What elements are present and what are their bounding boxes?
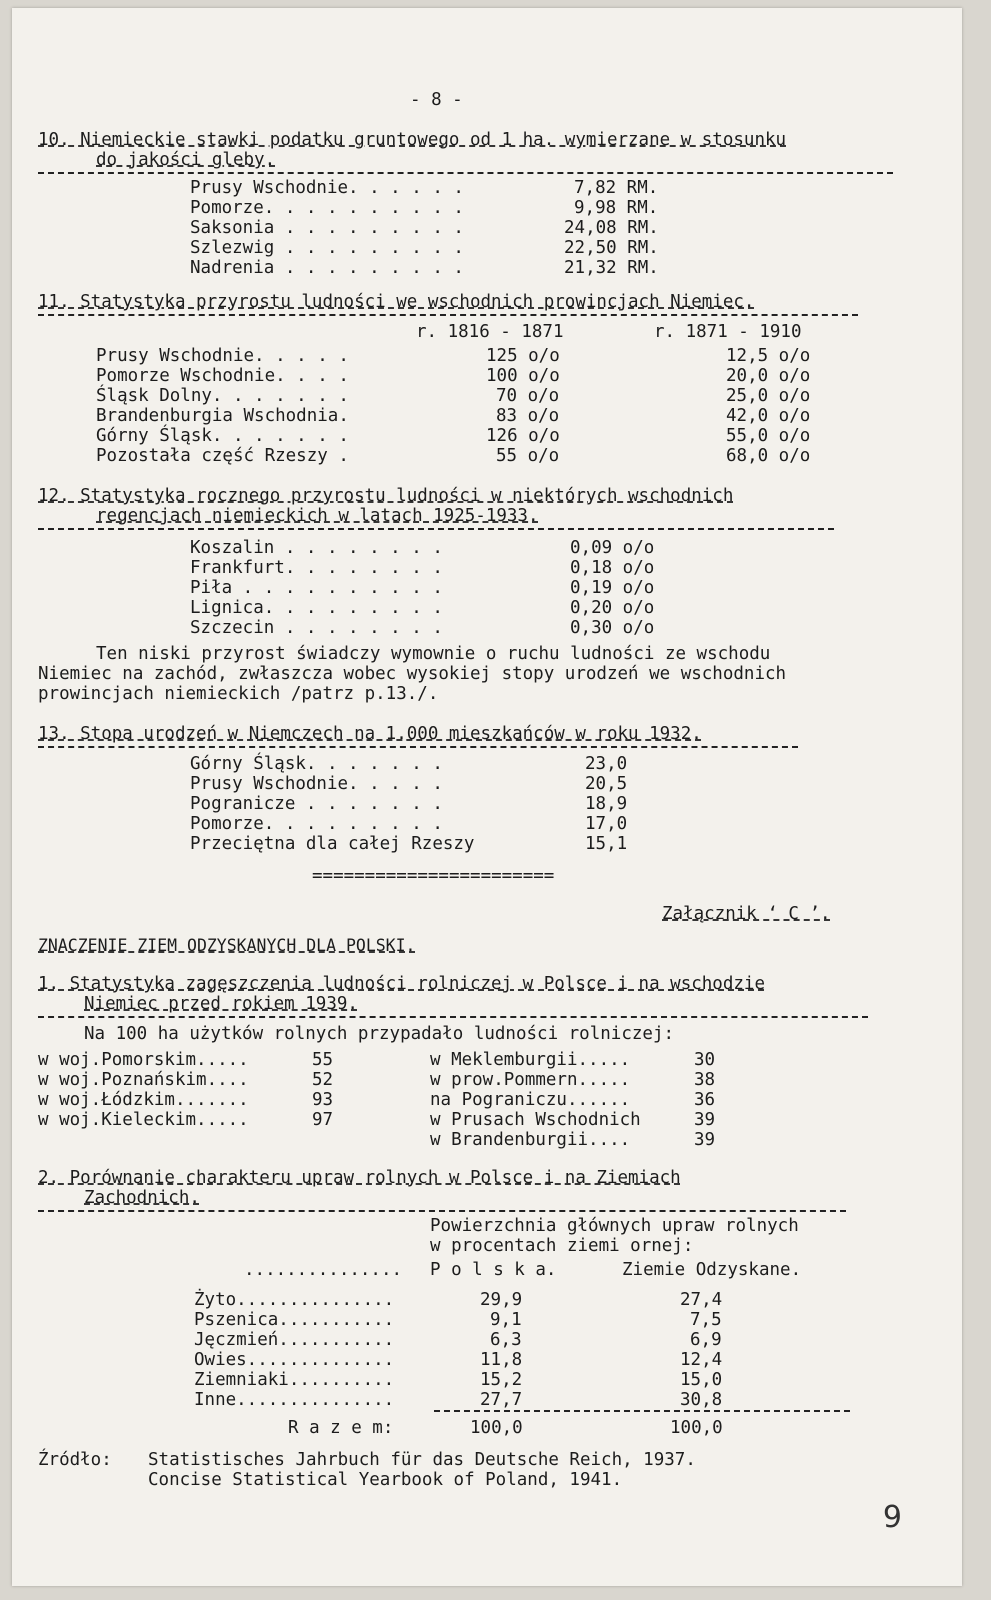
total-label: R a z e m: bbox=[288, 1418, 394, 1438]
row-label: w woj.Poznańskim.... bbox=[38, 1070, 249, 1090]
row-label: w Brandenburgii.... bbox=[430, 1130, 631, 1150]
row-label: Jęczmień........... bbox=[194, 1330, 395, 1350]
row-label: Żyto............... bbox=[194, 1290, 395, 1310]
row-label: Pogranicze . . . . . . . bbox=[190, 794, 443, 814]
section-11-title: 11. Statystyka przyrostu ludności we wschodnich prowincjach Niemiec. bbox=[38, 292, 755, 312]
row-label: Lignica. . . . . . . . . bbox=[190, 598, 443, 618]
row-value: 70 o/o bbox=[496, 386, 560, 406]
row-value: 30,8 bbox=[680, 1390, 723, 1410]
row-label: Saksonia . . . . . . . . . bbox=[190, 218, 464, 238]
row-label: Owies.............. bbox=[194, 1350, 395, 1370]
row-value: 15,0 bbox=[680, 1370, 723, 1390]
row-value: 100 o/o bbox=[486, 366, 560, 386]
table-caption: w procentach ziemi ornej: bbox=[430, 1236, 694, 1256]
note-line: prowincjach niemieckich /patrz p.13./. bbox=[38, 684, 439, 704]
row-value: 24,08 RM. bbox=[564, 218, 659, 238]
row-label: Prusy Wschodnie. . . . . . bbox=[190, 178, 464, 198]
row-label: Pozostała część Rzeszy . bbox=[96, 446, 349, 466]
row-value: 11,8 bbox=[480, 1350, 523, 1370]
row-label: Górny Śląsk. . . . . . . bbox=[96, 426, 349, 446]
row-value: 55 bbox=[312, 1050, 334, 1070]
row-value: 27,4 bbox=[680, 1290, 723, 1310]
row-value: 6,3 bbox=[490, 1330, 522, 1350]
part-2-title-cont: Zachodnich. bbox=[84, 1188, 200, 1208]
row-value: 7,5 bbox=[690, 1310, 722, 1330]
document-page bbox=[12, 8, 962, 1586]
row-label: Górny Śląsk. . . . . . . bbox=[190, 754, 443, 774]
annex-label: Załącznik ‘ C ’. bbox=[662, 904, 831, 924]
row-value: 15,2 bbox=[480, 1370, 523, 1390]
section-rule bbox=[38, 314, 858, 316]
section-12-title-cont: regencjach niemieckich w latach 1925-1933. bbox=[96, 506, 539, 526]
part-heading: ZNACZENIE ZIEM ODZYSKANYCH DLA POLSKI. bbox=[38, 936, 416, 955]
column-header: P o l s k a. bbox=[430, 1260, 557, 1280]
row-value: 126 o/o bbox=[486, 426, 560, 446]
row-label: w woj.Pomorskim..... bbox=[38, 1050, 249, 1070]
part-1-subtitle: Na 100 ha użytków rolnych przypadało ludności rolniczej: bbox=[84, 1024, 675, 1044]
row-value: 39 bbox=[694, 1130, 716, 1150]
leader-dots: ............... bbox=[244, 1260, 403, 1280]
row-value: 22,50 RM. bbox=[564, 238, 659, 258]
row-label: w prow.Pommern..... bbox=[430, 1070, 631, 1090]
row-value: 83 o/o bbox=[496, 406, 560, 426]
row-value: 0,20 o/o bbox=[570, 598, 655, 618]
row-label: Ziemniaki.......... bbox=[194, 1370, 395, 1390]
row-value: 20,5 bbox=[585, 774, 628, 794]
row-value: 97 bbox=[312, 1110, 334, 1130]
row-value: 29,9 bbox=[480, 1290, 523, 1310]
row-value: 0,18 o/o bbox=[570, 558, 655, 578]
table-caption: Powierzchnia głównych upraw rolnych bbox=[430, 1216, 799, 1236]
row-label: w woj.Łódzkim....... bbox=[38, 1090, 249, 1110]
row-value: 55 o/o bbox=[496, 446, 560, 466]
total-rule bbox=[434, 1410, 850, 1412]
section-rule bbox=[38, 1210, 846, 1212]
row-value: 15,1 bbox=[585, 834, 628, 854]
source-line: Concise Statistical Yearbook of Poland, 1941. bbox=[148, 1470, 623, 1490]
row-value: 36 bbox=[694, 1090, 716, 1110]
row-label: w woj.Kieleckim..... bbox=[38, 1110, 249, 1130]
row-label: Pomorze. . . . . . . . . bbox=[190, 814, 443, 834]
row-label: Brandenburgia Wschodnia. bbox=[96, 406, 349, 426]
row-value: 125 o/o bbox=[486, 346, 560, 366]
row-label: Przeciętna dla całej Rzeszy bbox=[190, 834, 475, 854]
source-line: Statistisches Jahrbuch für das Deutsche Reich, 1937. bbox=[148, 1450, 696, 1470]
row-value: 38 bbox=[694, 1070, 716, 1090]
row-value: 93 bbox=[312, 1090, 334, 1110]
column-header: r. 1816 - 1871 bbox=[416, 322, 564, 342]
row-value: 0,09 o/o bbox=[570, 538, 655, 558]
row-label: Nadrenia . . . . . . . . . bbox=[190, 258, 464, 278]
row-value: 7,82 RM. bbox=[574, 178, 659, 198]
row-label: Prusy Wschodnie. . . . . bbox=[190, 774, 443, 794]
row-value: 9,1 bbox=[490, 1310, 522, 1330]
section-rule bbox=[38, 746, 798, 748]
double-rule: ======================= bbox=[312, 866, 555, 886]
row-label: Pomorze. . . . . . . . . . bbox=[190, 198, 464, 218]
note-line: Niemiec na zachód, zwłaszcza wobec wysokiej stopy urodzeń we wschodnich bbox=[38, 664, 787, 684]
source-label: Źródło: bbox=[38, 1450, 112, 1470]
section-rule bbox=[38, 1016, 868, 1018]
row-value: 27,7 bbox=[480, 1390, 523, 1410]
handwritten-page-number: 9 bbox=[882, 1500, 902, 1535]
section-12-title: 12. Statystyka rocznego przyrostu ludności w niektórych wschodnich bbox=[38, 486, 734, 506]
row-value: 12,5 o/o bbox=[726, 346, 811, 366]
row-value: 30 bbox=[694, 1050, 716, 1070]
row-label: Pszenica........... bbox=[194, 1310, 395, 1330]
row-label: Pomorze Wschodnie. . . . bbox=[96, 366, 349, 386]
row-label: Szczecin . . . . . . . . bbox=[190, 618, 443, 638]
section-10-title: 10. Niemieckie stawki podatku gruntowego od 1 ha. wymierzane w stosunku bbox=[38, 130, 787, 150]
row-label: Szlezwig . . . . . . . . . bbox=[190, 238, 464, 258]
row-value: 23,0 bbox=[585, 754, 628, 774]
row-value: 39 bbox=[694, 1110, 716, 1130]
row-value: 25,0 o/o bbox=[726, 386, 811, 406]
row-value: 42,0 o/o bbox=[726, 406, 811, 426]
row-value: 9,98 RM. bbox=[574, 198, 659, 218]
row-value: 0,19 o/o bbox=[570, 578, 655, 598]
row-value: 6,9 bbox=[690, 1330, 722, 1350]
row-label: Śląsk Dolny. . . . . . . bbox=[96, 386, 349, 406]
section-13-title: 13. Stopa urodzeń w Niemczech na 1.000 mieszkańców w roku 1932. bbox=[38, 724, 702, 744]
total-value: 100,0 bbox=[470, 1418, 523, 1438]
row-label: Prusy Wschodnie. . . . . bbox=[96, 346, 349, 366]
part-1-title: 1. Statystyka zagęszczenia ludności rolniczej w Polsce i na wschodzie bbox=[38, 974, 765, 994]
column-header: r. 1871 - 1910 bbox=[654, 322, 802, 342]
row-value: 52 bbox=[312, 1070, 334, 1090]
row-value: 20,0 o/o bbox=[726, 366, 811, 386]
row-label: Koszalin . . . . . . . . bbox=[190, 538, 443, 558]
section-rule bbox=[38, 172, 893, 174]
row-value: 17,0 bbox=[585, 814, 628, 834]
row-value: 18,9 bbox=[585, 794, 628, 814]
part-1-title-cont: Niemiec przed rokiem 1939. bbox=[84, 994, 358, 1014]
row-label: w Prusach Wschodnich bbox=[430, 1110, 641, 1130]
row-value: 0,30 o/o bbox=[570, 618, 655, 638]
row-value: 55,0 o/o bbox=[726, 426, 811, 446]
row-value: 21,32 RM. bbox=[564, 258, 659, 278]
total-value: 100,0 bbox=[670, 1418, 723, 1438]
note-line: Ten niski przyrost świadczy wymownie o ruchu ludności ze wschodu bbox=[96, 644, 771, 664]
section-rule bbox=[38, 528, 834, 530]
row-label: Piła . . . . . . . . . . bbox=[190, 578, 443, 598]
row-label: Inne............... bbox=[194, 1390, 395, 1410]
row-label: na Pograniczu...... bbox=[430, 1090, 631, 1110]
row-label: Frankfurt. . . . . . . . bbox=[190, 558, 443, 578]
section-10-title-cont: do jakości gleby. bbox=[96, 150, 276, 170]
row-label: w Meklemburgii..... bbox=[430, 1050, 631, 1070]
row-value: 68,0 o/o bbox=[726, 446, 811, 466]
part-2-title: 2. Porównanie charakteru upraw rolnych w Polsce i na Ziemiach bbox=[38, 1168, 681, 1188]
row-value: 12,4 bbox=[680, 1350, 723, 1370]
page-number: - 8 - bbox=[410, 90, 463, 110]
column-header: Ziemie Odzyskane. bbox=[622, 1260, 802, 1280]
